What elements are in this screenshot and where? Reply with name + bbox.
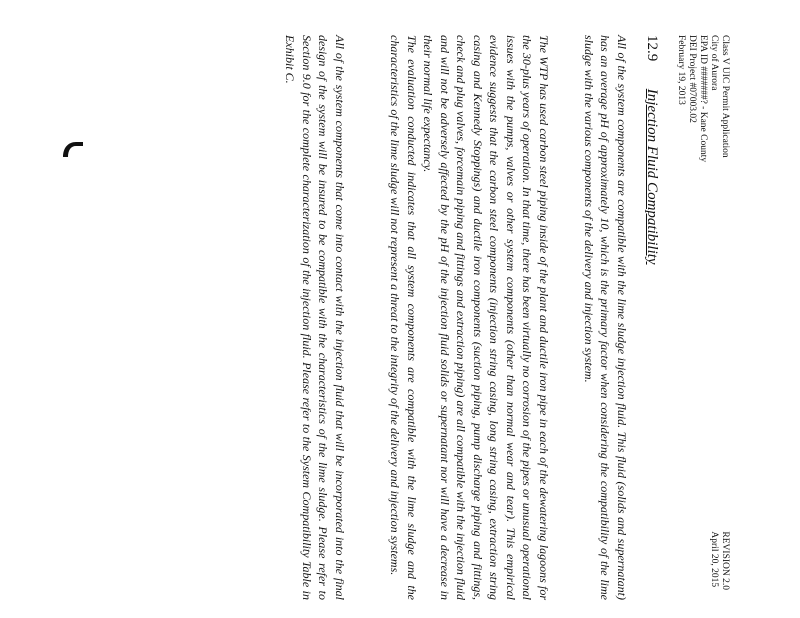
logo-icon (62, 140, 84, 158)
header-line: Class V UIC Permit Application (720, 35, 730, 158)
paragraph: The WTP has used carbon steel piping inside of the plant and ductile iron pipe in each of the dewatering lagoons for the 30-plus years of operation. In that time, there has been virtually no corrosion of the pipes or unusual operational issues with the pumps, valves or other system components (other than normal wear and tear). This empirical evidence suggests that the carbon steel components (injection string casing, long string casing, extraction string casing and Kennedy Stoppings) and ductile iron components (suction piping, pump discharge piping and fittings, check and plug valves, forcemain piping and fittings and extraction piping) are all compatible with the injection fluid and will not be adversely affected by the pH of the injection fluid solids or supernatant nor will have a decrease in their normal life expectancy. (421, 35, 551, 600)
section-title: Injection Fluid Compatibility (644, 88, 660, 265)
revision-label: REVISION 2.0 (720, 531, 730, 590)
header-line: DEI Project #07003.02 (687, 35, 697, 123)
header-left (675, 35, 730, 162)
header-right (708, 531, 730, 590)
paragraph: All of the system components are compatible with the lime sludge injection fluid. This fluid (solids and supernatant) has an average pH of approximately 10, which is the primary factor when considering the compatibility of the lime sludge with the various components of the delivery and injection system. (582, 35, 629, 600)
paragraph: All of the system components that come into contact with the injection fluid that will be incorporated into the final design of the system will be insured to be compatible with the characteristics of the lime sludge. Please refer to Section 9.0 for the complete characterization of the injection fluid. Please refer to the System Compatibility Table in Exhibit C. (283, 35, 347, 600)
header-line: February 19, 2013 (676, 35, 686, 105)
revision-date: April 20, 2015 (709, 531, 719, 588)
paragraph: The evaluation conducted indicates that all system components are compatible with the lime sludge and the characteristics of the lime sludge will not represent a threat to the integrity of the delivery and injection systems. (388, 35, 419, 600)
section-heading (643, 35, 660, 265)
rotated-page-content (40, 10, 730, 600)
header-line: City of Aurora (709, 35, 719, 91)
header-line: EPA ID #######? - Kane County (698, 35, 708, 163)
section-number: 12.9 (644, 35, 660, 62)
